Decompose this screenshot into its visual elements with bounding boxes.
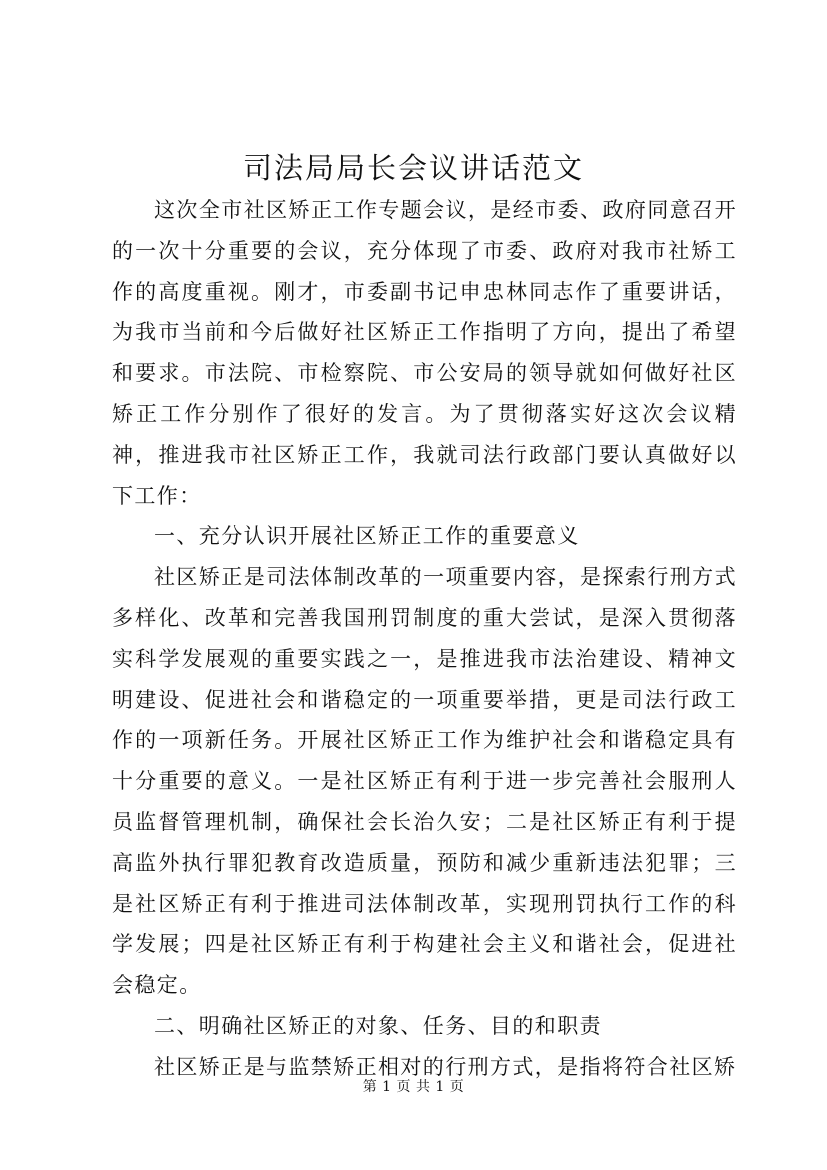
document-body (112, 190, 737, 1088)
paragraph-definition: 社区矫正是与监禁矫正相对的行刑方式，是指将符合社区矫 (154, 1054, 737, 1079)
document-title: 司法局局长会议讲话范文 (242, 151, 584, 185)
section-heading-2: 二、明确社区矫正的对象、任务、目的和职责 (154, 1013, 602, 1038)
paragraph-intro: 这次全市社区矫正工作专题会议，是经市委、政府同意召开的一次十分重要的会议，充分体现了市委、政府对我市社矫工作的高度重视。刚才，市委副书记申忠林同志作了重要讲话，为我市当前和今后做好社区矫正工作指明了方向，提出了希望和要求。市法院、市检察院、市公安局的领导就如何做好社区矫正工作分别作了很好的发言。为了贯彻落实好这次会议精神，推进我市社区矫正工作，我就司法行政部门要认真做好以下工作： (112, 198, 737, 508)
section-heading-1: 一、充分认识开展社区矫正工作的重要意义 (154, 524, 580, 549)
page-number-footer: 第 1 页 共 1 页 (362, 1079, 465, 1095)
paragraph-significance: 社区矫正是司法体制改革的一项重要内容，是探索行刑方式多样化、改革和完善我国刑罚制度的重大尝试，是深入贯彻落实科学发展观的重要实践之一，是推进我市法治建设、精神文明建设、促进社会和谐稳定的一项重要举措，更是司法行政工作的一项新任务。开展社区矫正工作为维护社会和谐稳定具有十分重要的意义。一是社区矫正有利于进一步完善社会服刑人员监督管理机制，确保社会长治久安；二是社区矫正有利于提高监外执行罪犯教育改造质量，预防和减少重新违法犯罪；三是社区矫正有利于推进司法体制改革，实现刑罚执行工作的科学发展；四是社区矫正有利于构建社会主义和谐社会，促进社会稳定。 (112, 565, 737, 998)
